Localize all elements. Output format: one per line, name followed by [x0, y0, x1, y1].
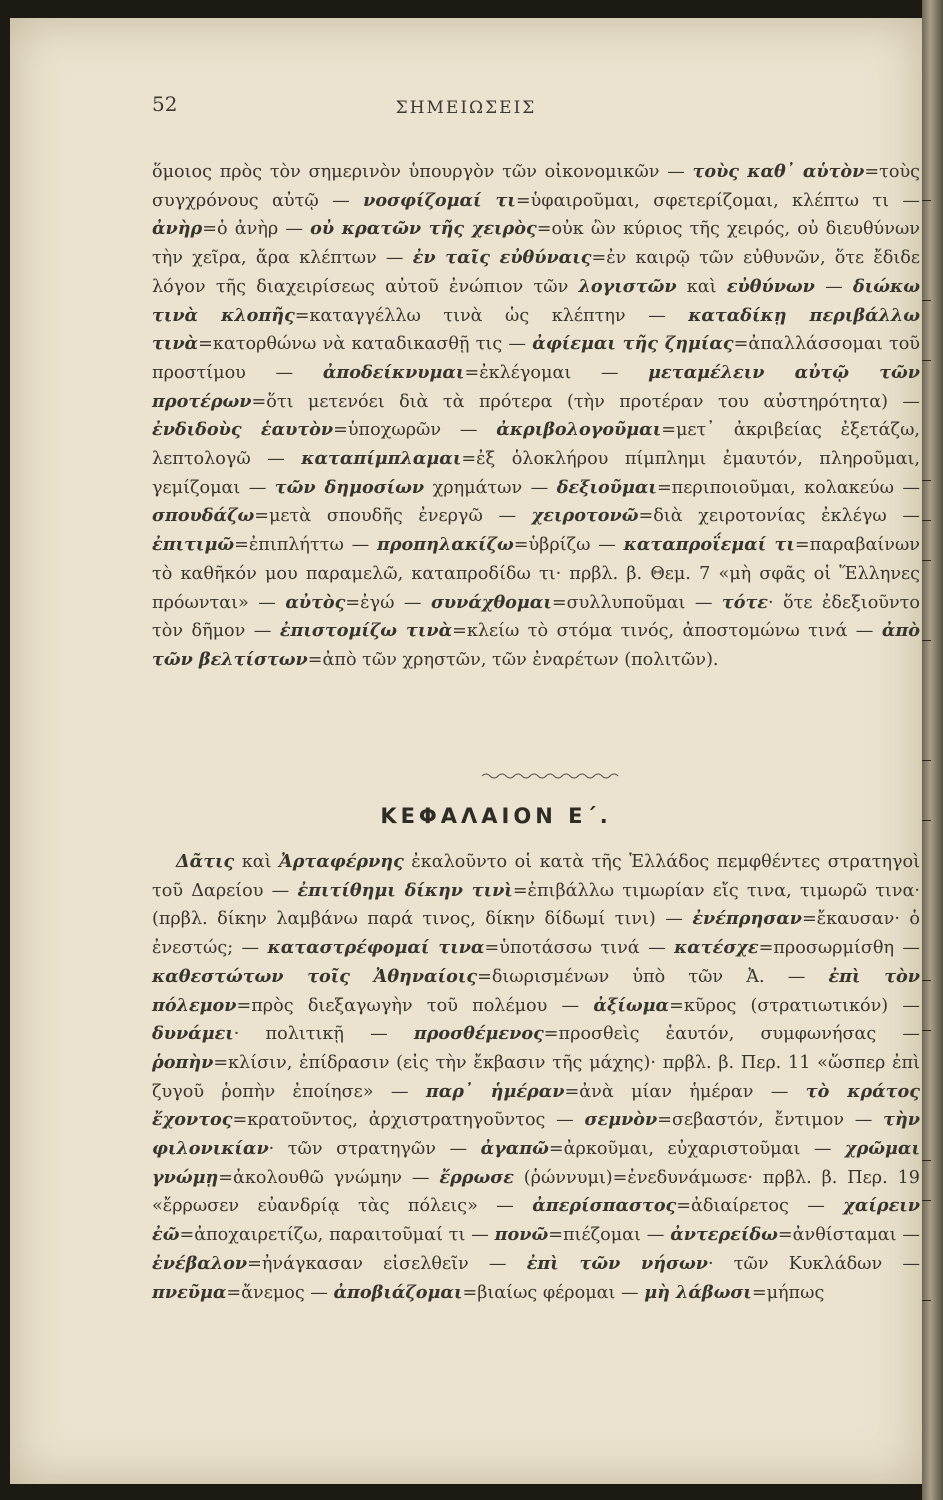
note-text: =ἐξ ὁλοκλήρου πίμπλημι ἐμαυτόν, πληροῦμαι, γεμίζομαι — — [152, 449, 920, 498]
note-text: =παραβαίνων τὸ καθῆκόν μου παραμελῶ, καταπροδίδω τι· πρβλ. β. Θεμ. 7 «μὴ σφᾶς οἱ Ἕλληνες πρόωνται» — — [152, 535, 921, 613]
headword-term: ἀποδείκνυμαι — [322, 361, 465, 383]
note-text: =ἐπιβάλλω τιμωρίαν εἴς τινα, τιμωρῶ τινα· (πρβλ. δίκην λαμβάνω παρά τινος, δίκην δίδωμί τινι) — — [152, 880, 920, 930]
headword-term: καταδίκῃ περιβάλλω τινὰ — [152, 304, 920, 355]
edge-tick — [922, 200, 931, 201]
note-text: =σεβαστόν, ἔντιμον — — [657, 1110, 884, 1131]
note-text: =κῦρος (στρατιωτικόν) — — [669, 995, 921, 1016]
note-text: =συλλυποῦμαι — — [551, 592, 722, 613]
note-text: · ὅτε ἐδεξιοῦντο τὸν δῆμον — — [152, 592, 920, 642]
headword-term: Ἀρταφέρνης — [279, 851, 404, 872]
headword-term: οὐ κρατῶν τῆς χειρὸς — [310, 218, 537, 240]
headword-term: ἀντερείδω — [670, 1224, 778, 1246]
note-text: =ὑποτάσσω τινά — — [484, 938, 675, 959]
note-text: =ἐπιπλήττω — — [234, 535, 377, 556]
edge-tick — [922, 1160, 931, 1161]
note-text: χρημάτων — — [424, 477, 557, 498]
note-text: — — [814, 276, 854, 297]
edge-tick — [922, 1030, 931, 1031]
headword-term: προσθέμενος — [413, 1023, 544, 1045]
headword-term: δυνάμει — [152, 1023, 234, 1045]
note-text: =ἄνεμος — — [226, 1282, 334, 1303]
note-text: =ἐν καιρῷ τῶν εὐθυνῶν, ὅτε ἔδιδε λόγον τῆς διαχειρίσεως αὐτοῦ ἐνώπιον τῶν — [152, 248, 920, 297]
edge-tick — [922, 480, 931, 481]
note-text: =μήπως — [751, 1282, 825, 1303]
note-text: =ἀδιαίρετος — — [676, 1196, 844, 1217]
note-text: =προσθεὶς ἑαυτόν, συμφωνήσας — — [543, 1024, 921, 1045]
note-text: · πολιτικῇ — — [233, 1024, 414, 1045]
headword-term: ἐν ταῖς εὐθύναις — [412, 247, 592, 269]
edge-tick — [922, 820, 931, 821]
note-text: =ἀπαλλάσσομαι τοῦ προστίμου — — [152, 334, 920, 383]
note-text: =ὅτι μετενόει διὰ τὰ πρότερα (τὴν προτέραν του αὐστηρότητα) — — [251, 391, 920, 412]
note-text: =βιαίως φέρομαι — — [462, 1282, 645, 1303]
note-text: ἐκαλοῦντο οἱ κατὰ τῆς Ἑλλάδος πεμφθέντες στρατηγοὶ τοῦ Δαρείου — — [152, 852, 920, 901]
note-text: =πιέζομαι — — [548, 1225, 671, 1246]
note-text: (ῥώννυμι)=ἐνεδυνάμωσε· πρβλ. β. Περ. 19 «ἔρρωσεν εὐανδρίᾳ τὰς πόλεις» — — [152, 1167, 920, 1217]
note-text: =μετὰ σπουδῆς ἐνεργῶ — — [254, 506, 532, 527]
headword-term: προπηλακίζω — [376, 534, 514, 556]
headword-term: κατέσχε — [674, 937, 759, 959]
headword-term: καταπίμπλαμαι — [301, 448, 462, 470]
note-text: =ἐγώ — — [345, 592, 431, 613]
headword-term: χειροτονῶ — [531, 505, 639, 527]
note-text: =ἀνὰ μίαν ἡμέραν — — [564, 1081, 806, 1102]
headword-term: ἀκριβολογοῦμαι — [496, 419, 662, 441]
headword-term: ἀνὴρ — [152, 218, 203, 240]
note-text: =ἀπὸ τῶν χρηστῶν, τῶν ἐναρέτων (πολιτῶν). — [307, 649, 719, 670]
headword-term: λογιστῶν — [578, 275, 677, 297]
headword-term: τὸ κράτος ἔχοντος — [152, 1080, 920, 1131]
headword-term: ἐπιτιμῶ — [152, 534, 235, 556]
edge-tick — [922, 640, 931, 641]
headword-term: τότε — [721, 591, 768, 613]
binding-edge — [922, 0, 943, 1500]
note-text: =ἠνάγκασαν εἰσελθεῖν — — [247, 1253, 527, 1274]
headword-term: νοσφίζομαί τι — [363, 189, 516, 211]
edge-tick — [922, 560, 931, 561]
note-text: =μετ᾽ ἀκριβείας ἐξετάζω, λεπτολογῶ — — [152, 420, 921, 470]
notes-paragraph-continued — [152, 158, 920, 675]
headword-term: ἀπὸ τῶν βελτίστων — [152, 620, 921, 670]
note-text: =πρὸς διεξαγωγὴν τοῦ πολέμου — — [236, 995, 594, 1016]
headword-term: ἀφίεμαι τῆς ζημίας — [532, 333, 734, 355]
note-text: =κρατοῦντος, ἀρχιστρατηγοῦντος — — [232, 1110, 585, 1131]
notes-paragraph-chapter-e — [152, 848, 920, 1307]
headword-term: ἀπερίσπαστος — [532, 1195, 677, 1217]
edge-tick — [922, 1300, 931, 1301]
section-divider-ornament — [480, 770, 620, 782]
running-title: ΣΗΜΕΙΩΣΕΙΣ — [395, 98, 537, 118]
headword-term: πνεῦμα — [152, 1281, 227, 1303]
headword-term: τὴν φιλονικίαν — [152, 1109, 920, 1160]
note-text: =ὑποχωρῶν — — [333, 420, 497, 441]
headword-term: δεξιοῦμαι — [556, 476, 657, 498]
headword-term: τοὺς καθ᾽ αὑτὸν — [692, 161, 865, 182]
note-text: καὶ — [676, 276, 727, 297]
headword-term: ἐνέπρησαν — [692, 908, 802, 930]
note-text: =κλίσιν, ἐπίδρασιν (εἰς τὴν ἔκβασιν τῆς μάχης)· πρβλ. β. Περ. 11 «ὥσπερ ἐπὶ ζυγοῦ ῥοπὴν ἐποίησε» — — [152, 1052, 920, 1102]
note-text: · τῶν στρατηγῶν — — [268, 1139, 481, 1160]
headword-term: ῥοπὴν — [152, 1051, 214, 1073]
headword-term: μὴ λάβωσι — [644, 1281, 752, 1303]
headword-term: ἀγαπῶ — [480, 1138, 549, 1160]
note-text: =προσωρμίσθη — — [758, 938, 920, 959]
note-text: =ἀκολουθῶ γνώμην — — [218, 1167, 440, 1188]
note-text: =οὐκ ὢν κύριος τῆς χειρός, οὐ διευθύνων τὴν χεῖρα, ἄρα κλέπτων — — [152, 219, 920, 269]
headword-term: ἐνδιδοὺς ἑαυτὸν — [152, 419, 334, 441]
edge-tick — [922, 980, 931, 981]
headword-term: μεταμέλειν αὐτῷ τῶν προτέρων — [152, 361, 920, 412]
headword-term: ἔρρωσε — [439, 1166, 514, 1188]
page-number: 52 — [152, 92, 178, 116]
headword-term: καταπροΐεμαί τι — [623, 534, 795, 556]
headword-term: ἐνέβαλον — [152, 1252, 248, 1274]
headword-term: Δᾶτις — [176, 851, 235, 872]
headword-term: παρ᾽ ἡμέραν — [425, 1080, 565, 1102]
edge-tick — [922, 520, 931, 521]
note-text: ὅμοιος πρὸς τὸν σημερινὸν ὑπουργὸν τῶν οἰκονομικῶν — — [152, 162, 693, 182]
note-text: =κλείω τὸ στόμα τινός, ἀποστομώνω τινά — — [452, 621, 882, 642]
note-text: =ὁ ἀνὴρ — — [202, 219, 311, 240]
headword-term: συνάχθομαι — [430, 591, 552, 613]
headword-term: ἐπὶ τῶν νήσων — [526, 1252, 708, 1274]
note-text: =ἐκλέγομαι — — [464, 362, 649, 383]
note-text: =κατορθώνω νὰ καταδικασθῇ τις — — [198, 334, 533, 355]
note-text: =περιποιοῦμαι, κολακεύω — — [656, 477, 920, 498]
note-text: =ὑφαιροῦμαι, σφετερίζομαι, κλέπτω τι — — [515, 190, 920, 211]
headword-term: ἀξίωμα — [593, 994, 670, 1016]
headword-term: διώκω τινὰ κλοπῆς — [152, 275, 920, 326]
edge-tick — [922, 360, 931, 361]
chapter-heading: ΚΕΦΑΛΑΙΟΝ Ε΄. — [380, 804, 612, 828]
headword-term: χαίρειν ἐῶ — [152, 1195, 921, 1246]
edge-tick — [922, 300, 931, 301]
headword-term: καταστρέφομαί τινα — [267, 937, 485, 959]
note-text: =ἀποχαιρετίζω, παραιτοῦμαί τι — — [179, 1225, 495, 1246]
headword-term: σπουδάζω — [152, 505, 255, 527]
book-page — [10, 18, 922, 1484]
note-text: =ἔκαυσαν· ὁ ἐνεστώς; — — [152, 909, 920, 959]
note-text: =ἀνθίσταμαι — — [777, 1225, 920, 1246]
headword-term: ἐπὶ τὸν πόλεμον — [152, 965, 920, 1016]
headword-term: τῶν δημοσίων — [274, 476, 425, 498]
edge-tick — [922, 1200, 931, 1201]
headword-term: ἐπιτίθημι δίκην τινὶ — [297, 879, 513, 901]
note-text: καὶ — [234, 852, 280, 872]
headword-term: αὐτὸς — [285, 591, 346, 613]
headword-term: ἐπιστομίζω τινὰ — [279, 620, 453, 642]
note-text: =ἀρκοῦμαι, εὐχαριστοῦμαι — — [548, 1139, 846, 1160]
note-text: =διὰ χειροτονίας ἐκλέγω — — [638, 506, 920, 527]
headword-term: χρῶμαι γνώμῃ — [152, 1138, 920, 1188]
headword-term: ἀποβιάζομαι — [333, 1281, 463, 1303]
note-text: =καταγγέλλω τινὰ ὡς κλέπτην — — [294, 305, 689, 326]
headword-term: πονῶ — [494, 1224, 549, 1246]
note-text: · τῶν Κυκλάδων — — [707, 1253, 920, 1274]
note-text: =ὑβρίζω — — [513, 535, 624, 556]
edge-tick — [922, 760, 931, 761]
headword-term: εὐθύνων — [726, 275, 815, 297]
note-text: =διωρισμένων ὑπὸ τῶν Ἀ. — — [477, 966, 829, 987]
note-text: =τοὺς συγχρόνους αὐτῷ — — [152, 162, 920, 211]
headword-term: σεμνὸν — [584, 1109, 658, 1131]
headword-term: καθεστώτων τοῖς Ἀθηναίοις — [152, 965, 478, 987]
